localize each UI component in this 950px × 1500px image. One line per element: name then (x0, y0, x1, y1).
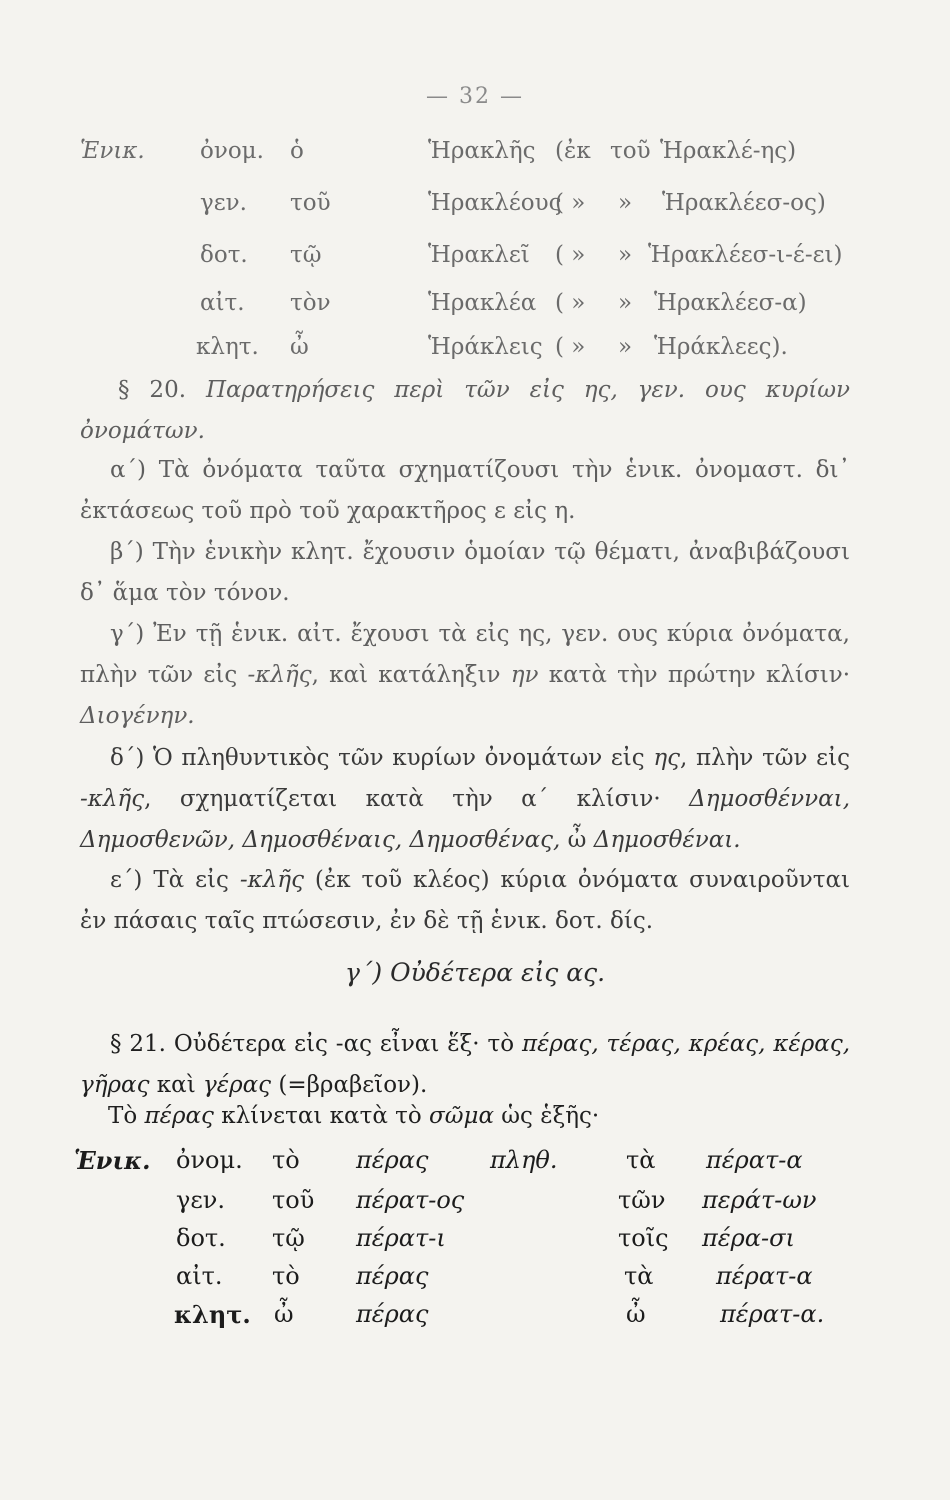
word-form: πέρας (356, 1300, 429, 1328)
case-name: ὀνομ. (200, 138, 264, 164)
paragraph-text: , σχηματίζεται κατὰ τὴν α΄ κλίσιν· (144, 786, 661, 812)
origin-form: Ἡρακλέ-ης) (660, 138, 797, 164)
article: τὸν (290, 290, 331, 316)
paragraph-text: Τὸ (108, 1103, 138, 1129)
paragraph-gamma (80, 614, 850, 737)
paren-source: ( » (555, 242, 586, 268)
plural-article: τὰ (624, 1262, 654, 1290)
ending-term: ην (510, 662, 539, 688)
case-name: αἰτ. (176, 1262, 223, 1290)
case-name: αἰτ. (200, 290, 245, 316)
word-form: πέρατ-ι (356, 1224, 446, 1252)
source-word: » (618, 242, 633, 268)
word-list: πέρας, τέρας, κρέας, κέρας, γῆρας (80, 1031, 851, 1098)
plural-article: τὰ (626, 1146, 656, 1174)
example-word: Δημοσθέναι. (593, 827, 741, 853)
number-label: Ἑνικ. (80, 138, 145, 164)
paragraph-text: , καὶ κατάληξιν (311, 662, 501, 688)
article: τὸ (272, 1146, 300, 1174)
word-form: Ἡρακλῆς (428, 138, 536, 164)
origin-form: Ἡρακλέεσ-α) (654, 290, 807, 316)
ending-term: -κλῆς (80, 786, 145, 812)
article: ὦ (290, 334, 309, 360)
case-name: δοτ. (200, 242, 248, 268)
word-form: Ἡρακλεῖ (428, 242, 530, 268)
source-word: » (618, 190, 633, 216)
word-form: πέρατ-ος (356, 1186, 465, 1214)
subsection-heading: γ΄) Οὐδέτερα εἰς ας. (344, 958, 606, 987)
source-word: » (618, 334, 633, 360)
example-word: Δημοσθένναι, Δημοσθενῶν, Δημοσθέναις, Δημοσθένας, (80, 786, 851, 853)
word-list: γέρας (203, 1072, 272, 1098)
section-number: § 21. (110, 1031, 166, 1057)
paragraph-text: (ἐκ τοῦ κλέος) κύρια ὀνόματα συναιροῦνται ἐν πάσαις ταῖς πτώσεσιν, ἐν δὲ τῇ ἑνικ. δοτ. δίς. (80, 867, 851, 934)
article: ὁ (290, 138, 304, 164)
paragraph-text: κλίνεται κατὰ τὸ (221, 1103, 422, 1129)
paragraph-text: γ΄) Ἐν τῇ ἑνικ. αἰτ. ἔχουσι τὰ εἰς ης, γεν. ους κύρια ὀνόματα, πλὴν τῶν εἰς (80, 621, 850, 688)
plural-form: πέρα-σι (702, 1224, 795, 1252)
article: τοῦ (290, 190, 331, 216)
paren-source: ( » (555, 190, 586, 216)
source-word: τοῦ (610, 138, 651, 164)
case-name: ὀνομ. (176, 1146, 243, 1174)
paragraph-text: κατὰ τὴν πρώτην κλίσιν· (538, 662, 851, 688)
case-name: κλητ. (174, 1300, 251, 1329)
paragraph-beta: β΄) Τὴν ἑνικὴν κλητ. ἔχουσιν ὁμοίαν τῷ θέματι, ἀναβιβάζουσι δ᾿ ἅμα τὸν τόνον. (80, 539, 850, 606)
paragraph-text: ὦ (560, 827, 594, 853)
case-name: γεν. (200, 190, 247, 216)
article: τῷ (290, 242, 322, 268)
word-form: πέρας (356, 1262, 429, 1290)
paragraph-text: ὡς ἑξῆς· (501, 1103, 600, 1129)
section-number: § 20. (118, 377, 187, 403)
case-name: γεν. (176, 1186, 225, 1214)
gloss: (=βραβεῖον). (278, 1072, 428, 1098)
word-form: Ἡράκλεις (428, 334, 543, 360)
section-20-heading (80, 370, 850, 452)
origin-form: Ἡρακλέεσ-ι-έ-ει) (648, 242, 843, 268)
plural-label: πληθ. (490, 1146, 558, 1174)
article: ὦ (274, 1300, 294, 1328)
paragraph-text: καὶ (156, 1072, 196, 1098)
paren-source: ( » (555, 290, 586, 316)
declension-intro (108, 1096, 850, 1137)
ending-term: -κλῆς (239, 867, 304, 893)
example-word: πέρας (144, 1103, 214, 1129)
plural-article: τῶν (618, 1186, 666, 1214)
case-name: κλητ. (196, 334, 259, 360)
origin-form: Ἡράκλεες). (654, 334, 788, 360)
paragraph-text: ε΄) Τὰ εἰς (110, 867, 229, 893)
paragraph-alpha: α΄) Τὰ ὀνόματα ταῦτα σχηματίζουσι τὴν ἑνικ. ὀνομαστ. δι᾿ ἐκτάσεως τοῦ πρὸ τοῦ χαρακτῆρος ε εἰς η. (80, 457, 850, 524)
case-name: δοτ. (176, 1224, 226, 1252)
word-form: Ἡρακλέους (428, 190, 562, 216)
number-label: Ἑνικ. (74, 1146, 151, 1175)
section-title: Παρατηρήσεις περὶ τῶν εἰς ης, γεν. ους κυρίων ὀνομάτων. (80, 377, 850, 444)
article: τὸ (272, 1262, 300, 1290)
plural-form: περάτ-ων (702, 1186, 817, 1214)
paragraph-text: Οὐδέτερα εἰς -ας εἶναι ἕξ· τὸ (173, 1031, 515, 1057)
paren-source: (ἐκ (555, 138, 591, 164)
model-word: σῶμα (429, 1103, 494, 1129)
plural-article: ὦ (626, 1300, 646, 1328)
plural-form: πέρατ-α (706, 1146, 803, 1174)
plural-form: πέρατ-α. (720, 1300, 825, 1328)
word-form: Ἡρακλέα (428, 290, 537, 316)
page-number: — 32 — (426, 84, 524, 109)
section-21-paragraph (80, 1024, 850, 1106)
plural-form: πέρατ-α (716, 1262, 813, 1290)
ending-term: ης (653, 745, 680, 771)
example-word: Διογένην. (80, 703, 195, 729)
paren-source: ( » (555, 334, 586, 360)
source-word: » (618, 290, 633, 316)
paragraph-text: , πλὴν τῶν εἰς (680, 745, 851, 771)
origin-form: Ἡρακλέεσ-ος) (662, 190, 826, 216)
article: τοῦ (272, 1186, 315, 1214)
word-form: πέρας (356, 1146, 429, 1174)
article: τῷ (272, 1224, 305, 1252)
paragraph-epsilon (80, 860, 850, 942)
paragraph-text: δ΄) Ὁ πληθυντικὸς τῶν κυρίων ὀνομάτων εἰς (110, 745, 645, 771)
paragraph-delta (80, 738, 850, 861)
plural-article: τοῖς (618, 1224, 669, 1252)
ending-term: -κλῆς (247, 662, 312, 688)
